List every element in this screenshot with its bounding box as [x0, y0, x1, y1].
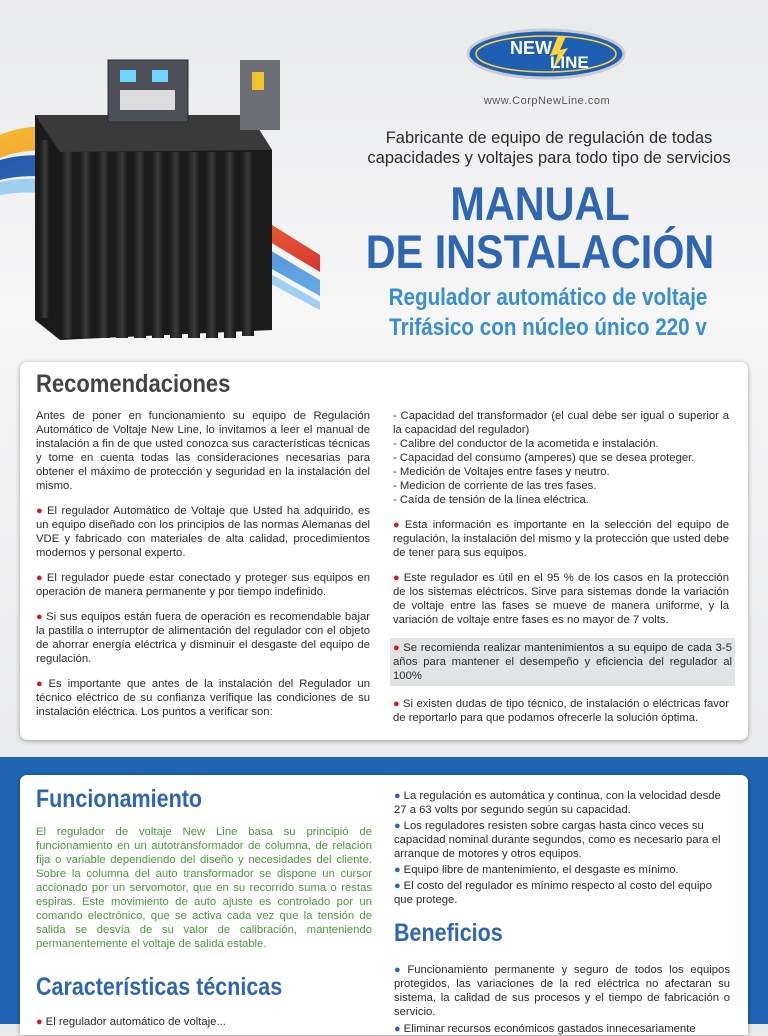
bullet-icon: ●: [394, 1023, 401, 1035]
functioning-point: ● El costo del regulador es mínimo respecto al costo del equipo que protege.: [394, 880, 712, 906]
functioning-heading: Funcionamiento: [36, 785, 203, 813]
benefits-heading: Beneficios: [394, 919, 503, 947]
recommendation-item: ● Esta información es importante en la selección del equipo de regulación, la instalación del mismo y la protección que usted debe de tener para sus equipos.: [393, 519, 729, 559]
website-url: www.CorpNewLine.com: [483, 95, 611, 107]
subtitle-line-1: Regulador automático de voltaje: [388, 284, 708, 311]
page-title: [355, 177, 725, 278]
checklist-item: - Medición de Voltajes entre fases y neutro.: [393, 466, 610, 478]
checklist-item: - Medicion de corriente de las tres fases.: [393, 480, 597, 492]
recommendation-item: ● El regulador Automático de Voltaje que Usted ha adquirido, es un equipo diseñado con los principios de las normas Alemanas del VDE y fabricado con materiales de alta calidad, procedimientos modernos y personal experto.: [36, 505, 370, 559]
subtitle-line-2: Trifásico con núcleo único 220 v: [389, 314, 707, 341]
bullet-icon: ●: [36, 611, 44, 623]
recommendations-left-column: [36, 409, 370, 730]
recommendations-card: [20, 362, 748, 740]
recommendation-item: ● El regulador puede estar conectado y proteger sus equipos en operación de manera permanente y por tiempo indefinido.: [36, 572, 370, 598]
regulator-product-image: [0, 40, 320, 350]
new-line-logo: [466, 28, 626, 80]
checklist-item: - Calibre del conductor de la acometida e instalación.: [393, 438, 659, 450]
tagline-line-2: capacidades y voltajes para todo tipo de servicios: [367, 149, 731, 167]
recommendation-item: ● Si existen dudas de tipo técnico, de instalación o eléctricas favor de reportarlo para que podamos ofrecerle la solución óptima.: [393, 698, 729, 724]
recommendations-heading: Recomendaciones: [36, 370, 231, 398]
logo-line: LINE: [550, 53, 589, 72]
technical-specs-heading: Características técnicas: [36, 973, 283, 1001]
bullet-icon: ●: [393, 572, 401, 584]
title-line-2: DE INSTALACIÓN: [365, 225, 715, 278]
functioning-text: El regulador de voltaje New Line basa su principió de funcionamiento en un autotransformador de columna, de relación fija o variable dependiendo del diseño y necesidades del cliente. Sobre la columna del auto transformador se dispone un cursor accionado por un servomotor, que en su recorrido suma o restas espiras. Este movimiento de auto ajuste es controlado por un comando electrónico, que se activa cada vez que la tensión de salida se desvía de su valor de calibración, manteniendo permanentemente el voltaje de salida estable.: [36, 826, 372, 950]
checklist-item: - Capacidad del consumo (amperes) que se desea proteger.: [393, 452, 695, 464]
recommendations-right-column: [393, 409, 732, 736]
technical-specs-text: ● El regulador automático de voltaje...: [36, 1016, 226, 1028]
tagline: [330, 128, 768, 168]
benefit-item: ● Eliminar recursos económicos gastados innecesariamente: [394, 1023, 696, 1035]
maintenance-highlight: ● Se recomienda realizar mantenimientos a su equipo de cada 3-5 años para mantener el desempeño y eficiencia del regulador al 100%: [390, 638, 735, 686]
bullet-icon: ●: [394, 880, 401, 892]
bullet-icon: ●: [36, 505, 44, 517]
bullet-icon: ●: [36, 572, 44, 584]
intro-paragraph: Antes de poner en funcionamiento su equipo de Regulación Automático de Voltaje New Line, lo invitamos a leer el manual de instalación a fin de que usted conozca sus características técnicas y tome en cuenta todas las consideraciones necesarias para obtener el máximo de protección y seguridad en la instalación del mismo.: [36, 410, 370, 492]
subtitle: [361, 283, 736, 343]
bullet-icon: ●: [394, 864, 401, 876]
benefit-item: ● Funcionamiento permanente y seguro de todos los equipos protegidos, las variaciones de la red eléctrica no afectaran su sistema, la calidad de sus procesos y el tiempo de fabricación o servicio.: [394, 964, 730, 1018]
verification-checklist: [393, 409, 729, 507]
bullet-icon: ●: [393, 698, 400, 710]
functioning-point: ● Equipo libre de mantenimiento, el desgaste es mínimo.: [394, 864, 679, 876]
recommendation-item: ● Este regulador es útil en el 95 % de los casos en la protección de los sistemas eléctricos. Sirve para sistemas donde la variación de voltaje entre las fases se mueve de manera uniforme, y la variación de voltaje entre fases es no mayor de 7 volts.: [393, 572, 729, 626]
logo-new: NEW: [510, 38, 552, 58]
functioning-point: ● La regulación es automática y continua, con la velocidad desde 27 a 63 volts por segundo según su capacidad.: [394, 790, 721, 816]
recommendation-item: ● Si sus equipos están fuera de operación es recomendable bajar la pastilla o interruptor de alimentación del regulador con el objeto de ahorrar energía eléctrica y disminuir el desgaste del equipo de regulación.: [36, 611, 370, 665]
bullet-icon: ●: [394, 790, 401, 802]
title-line-1: MANUAL: [450, 177, 630, 230]
benefits-list: [394, 963, 730, 1036]
recommendation-item: ● Es importante que antes de la instalación del Regulador un técnico eléctrico de su confianza verifique las condiciones de su instalación eléctrica. Los puntos a verificar son:: [36, 678, 370, 718]
checklist-item: - Capacidad del transformador (el cual debe ser igual o superior a la capacidad del regulador): [393, 410, 729, 436]
bullet-icon: ●: [394, 820, 401, 832]
bullet-icon: ●: [36, 678, 46, 690]
bullet-icon: ●: [36, 1016, 43, 1028]
bullet-icon: ●: [393, 642, 401, 654]
functioning-points: [394, 789, 730, 909]
bullet-icon: ●: [393, 519, 402, 531]
functioning-card: [20, 775, 748, 1035]
bullet-icon: ●: [394, 964, 405, 976]
tagline-line-1: Fabricante de equipo de regulación de todas: [385, 129, 713, 147]
checklist-item: - Caída de tensión de la línea eléctrica.: [393, 494, 589, 506]
functioning-point: ● Los reguladores resisten sobre cargas hasta cinco veces su capacidad nominal durante segundos, como es necesario para el arranque de motores y otros equipos.: [394, 820, 721, 860]
